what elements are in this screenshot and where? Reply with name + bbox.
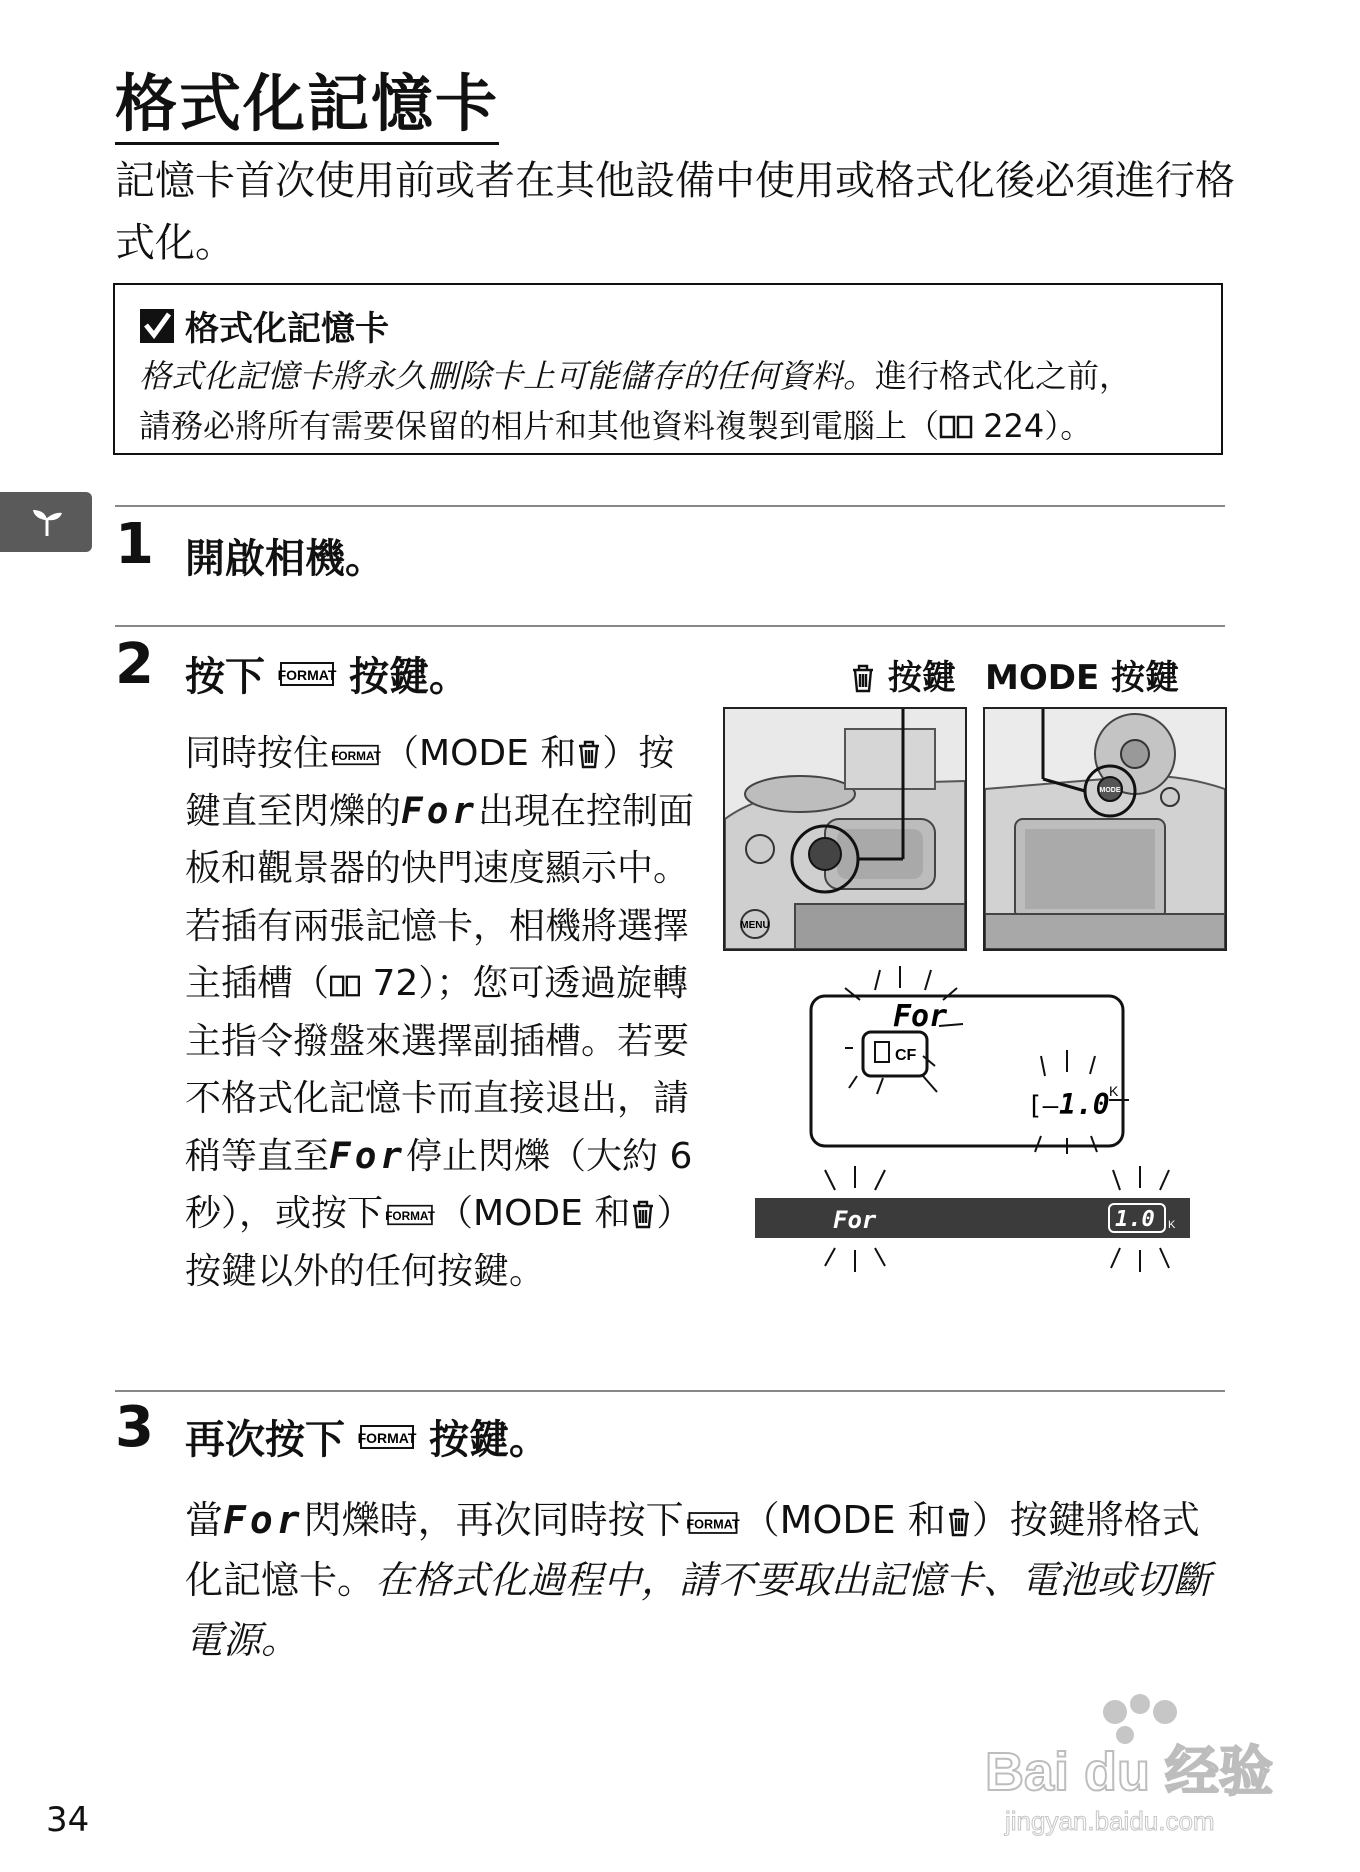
check-mark-icon: [139, 308, 175, 344]
step-2-body: [185, 725, 697, 1300]
step-1-title: 開啟相機。: [185, 536, 385, 582]
text: 閃爍時，再次同時按下: [303, 1498, 684, 1542]
step-number: 1: [115, 512, 154, 577]
step-title: [185, 1408, 549, 1465]
text: 當: [185, 1498, 224, 1542]
trash-button-label: [850, 650, 956, 699]
chapter-tab: [0, 492, 92, 552]
step-number: 2: [115, 632, 154, 697]
step-2-title-pre: 按下: [185, 654, 265, 700]
format-button-icon: [329, 742, 383, 768]
text: （MODE 和: [383, 733, 577, 774]
intro-paragraph: 記憶卡首次使用前或者在其他設備中使用或格式化後必須進行格式化。: [115, 158, 1235, 266]
text: ）按鍵以外的任何按鍵。: [185, 1193, 693, 1292]
svg-text:FORMAT: FORMAT: [686, 1516, 740, 1531]
mode-button-label: MODE 按鍵: [985, 658, 1180, 698]
warning-page-ref: 224: [983, 407, 1045, 445]
book-icon: [939, 414, 973, 440]
vf-count-text: 1.0: [1115, 1207, 1155, 1232]
format-button-icon: [684, 1509, 742, 1537]
for-display-text: For: [329, 1135, 407, 1177]
text: ）按鍵直至閃爍的: [185, 733, 675, 832]
warning-text: [139, 351, 1209, 451]
step-3-body: [185, 1490, 1235, 1670]
format-button-icon: [275, 659, 339, 689]
sprout-icon: [30, 504, 64, 538]
text: 同時按住: [185, 733, 330, 774]
camera-illustration: [985, 709, 1225, 949]
text: ）按鍵將格式化記憶卡。: [185, 1498, 1200, 1602]
label-text: 按鍵: [887, 658, 956, 698]
for-display-text: For: [223, 1498, 304, 1542]
step-title: [185, 645, 469, 702]
text: （MODE 和: [437, 1193, 631, 1234]
svg-text:FORMAT: FORMAT: [277, 666, 337, 683]
text: 停止閃爍（大約 6 秒），或按下: [185, 1135, 693, 1234]
svg-text:jingyan.baidu.com: jingyan.baidu.com: [1005, 1806, 1215, 1836]
warning-italic: 格式化記憶卡將永久刪除卡上可能儲存的任何資料。: [139, 357, 876, 395]
camera-photo-left: [723, 707, 967, 951]
control-panel-lcd: [805, 960, 1135, 1160]
trash-icon: [946, 1507, 972, 1537]
vf-k-text: K: [1168, 1219, 1176, 1231]
warning-text-3: ）。: [1044, 407, 1093, 445]
svg-text:FORMAT: FORMAT: [385, 1209, 435, 1224]
page-title: 格式化記憶卡: [115, 70, 499, 145]
step-title: [185, 527, 385, 584]
text: （MODE 和: [741, 1498, 946, 1542]
divider: [115, 505, 1225, 507]
viewfinder-display: [755, 1162, 1195, 1282]
trash-icon: [850, 663, 876, 693]
warning-heading: [139, 301, 389, 350]
warning-text-2: 請務必將所有需要保留的相片和其他資料複製到電腦上（: [139, 407, 940, 445]
page-ref: 72: [372, 963, 419, 1004]
text: 出現在控制面板和觀景器的快門速度顯示中。若插有兩張記憶卡，相機將選擇主插槽（: [185, 790, 695, 1004]
step-3-title-pre: 再次按下: [185, 1417, 345, 1463]
trash-icon: [630, 1199, 656, 1229]
format-button-icon: [355, 1422, 419, 1452]
warning-text-1: 進行格式化之前，: [875, 357, 1132, 395]
svg-text:Bai du 经验: Bai du 经验: [985, 1742, 1274, 1802]
for-display-text: For: [401, 790, 479, 832]
trash-icon: [576, 739, 602, 769]
svg-text:[–: [–: [1027, 1091, 1059, 1121]
format-button-icon: [383, 1202, 437, 1228]
lcd-for-text: For: [893, 999, 948, 1034]
italic-warning: 在格式化過程中，請不要取出記憶卡、電池或切斷電源。: [185, 1558, 1212, 1662]
baidu-watermark: [975, 1690, 1305, 1840]
lcd-k-text: K: [1109, 1083, 1119, 1099]
book-icon: [329, 974, 361, 998]
step-2-title-post: 按鍵。: [349, 654, 469, 700]
svg-text:FORMAT: FORMAT: [357, 1429, 417, 1446]
divider: [115, 625, 1225, 627]
warning-heading-text: 格式化記憶卡: [185, 309, 389, 349]
camera-illustration: [725, 709, 965, 949]
step-3-title-post: 按鍵。: [429, 1417, 549, 1463]
vf-for-text: For: [833, 1206, 877, 1234]
camera-photo-right: [983, 707, 1227, 951]
warning-box: [113, 283, 1223, 455]
text: ）；您可透過旋轉主指令撥盤來選擇副插槽。若要不格式化記憶卡而直接退出，請稍等直至: [185, 963, 690, 1177]
lcd-card-text: CF: [895, 1047, 917, 1064]
lcd-count-text: 1.0: [1059, 1088, 1110, 1121]
page-number: 34: [46, 1800, 90, 1840]
svg-text:FORMAT: FORMAT: [331, 749, 381, 764]
step-number: 3: [115, 1395, 154, 1460]
divider: [115, 1390, 1225, 1392]
svg-text:MENU: MENU: [740, 920, 770, 931]
svg-text:MODE: MODE: [1099, 787, 1121, 794]
